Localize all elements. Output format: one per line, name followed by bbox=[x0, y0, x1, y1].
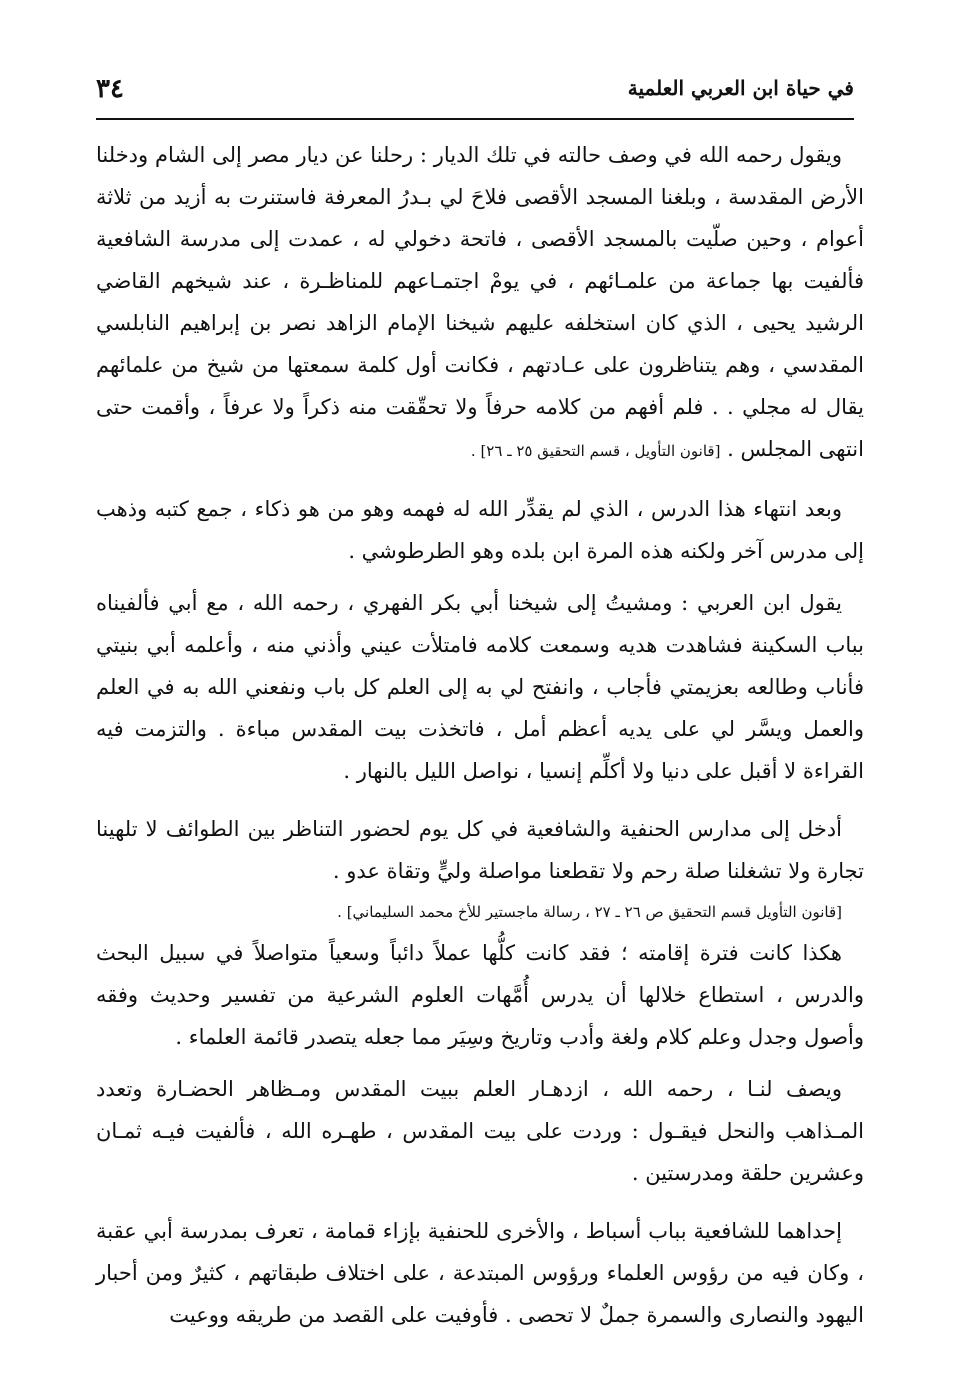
paragraph-4: أدخل إلى مدارس الحنفية والشافعية في كل يوم لحضور التناظر بين الطوائف لا تلهينا تجارة ولا تشغلنا صلة رحم ولا تقطعنا مواصلة وليٍّ وتقاة عدو . bbox=[96, 817, 864, 883]
paragraph-2: وبعد انتهاء هذا الدرس ، الذي لم يقدِّر الله له فهمه وهو من هو ذكاء ، جمع كتبه وذهب إلى مدرس آخر ولكنه هذه المرة ابن بلده وهو الطرطوشي . bbox=[96, 497, 864, 563]
running-title: في حياة ابن العربي العلمية bbox=[627, 76, 854, 100]
paragraph-3: يقول ابن العربي : ومشيتُ إلى شيخنا أبي بكر الفهري ، رحمه الله ، مع أبي فألفيناه بباب السكينة فشاهدت هديه وسمعت كلامه فامتلأت عيني وأذني منه ، وأعلمه أبي بنيتي فأناب وطالعه بعزيمتي فأجاب ، وانفتح لي به إلى العلم كل باب ونفعني الله به في العلم والعمل ويسَّر لي على يديه أعظم أمل ، فاتخذت بيت المقدس مباءة . والتزمت فيه القراءة لا أقبل على دنيا ولا أكلِّم إنسيا ، نواصل الليل بالنهار . bbox=[96, 591, 864, 783]
paragraph-6: ويصف لنـا ، رحمه الله ، ازدهـار العلم ببيت المقدس ومـظاهر الحضـارة وتعدد المـذاهب والنحل فيقـول : وردت على بيت المقدس ، طهـره الله ، فألفيت فيـه ثمـان وعشرين حلقة ومدرستين . bbox=[96, 1077, 864, 1185]
paragraph-7: إحداهما للشافعية بباب أسباط ، والأخرى للحنفية بإزاء قمامة ، تعرف بمدرسة أبي عقبة ، وكان فيه من رؤوس العلماء ورؤوس المبتدعة ، على اختلاف طبقاتهم ، كثيرٌ ومن أحبار اليهود والنصارى والسمرة جملٌ لا تحصى . فأوفيت على القصد من طريقه ووعيت bbox=[96, 1219, 864, 1327]
page-body bbox=[96, 134, 864, 1336]
paragraph-5: هكذا كانت فترة إقامته ؛ فقد كانت كلُّها عملاً دائباً وسعياً متواصلاً في سبيل البحث والدرس ، استطاع خلالها أن يدرس أُمَّهات العلوم الشرعية من تفسير وحديث وفقه وأصول وجدل وعلم كلام ولغة وأدب وتاريخ وسِيَر مما جعله يتصدر قائمة العلماء . bbox=[96, 941, 864, 1049]
paragraph-1-text: ويقول رحمه الله في وصف حالته في تلك الديار : رحلنا عن ديار مصر إلى الشام ودخلنا الأرض المقدسة ، وبلغنا المسجد الأقصى فلاحَ لي بـدرُ المعرفة فاستنرت به أزيد من ثلاثة أعوام ، وحين صلّيت بالمسجد الأقصى ، فاتحة دخولي له ، عمدت إلى مدرسة الشافعية فألفيت بها جماعة من علمـائهم ، في يومْ اجتمـاعهم للمناظـرة ، عند شيخهم القاضي الرشيد يحيى ، الذي كان استخلفه عليهم شيخنا الإمام الزاهد نصر بن إبراهيم النابلسي المقدسي ، وهم يتناظرون على عـادتهم ، فكانت أول كلمة سمعتها من شيخ من علمائهم يقال له مجلي . . فلم أفهم من كلامه حرفاً ولا تحقّقت منه ذكراً ولا عرفاً ، وأقمت حتى انتهى المجلس . bbox=[96, 143, 864, 461]
paragraph-1 bbox=[96, 134, 864, 472]
citation-1: [قانون التأويل ، قسم التحقيق ٢٥ ـ ٢٦] . bbox=[470, 442, 721, 460]
page-header bbox=[96, 72, 854, 120]
citation-2: [قانون التأويل قسم التحقيق ص ٢٦ ـ ٢٧ ، رسالة ماجستير للأخ محمد السليماني] . bbox=[337, 903, 842, 921]
page-number: ٣٤ bbox=[96, 74, 124, 104]
